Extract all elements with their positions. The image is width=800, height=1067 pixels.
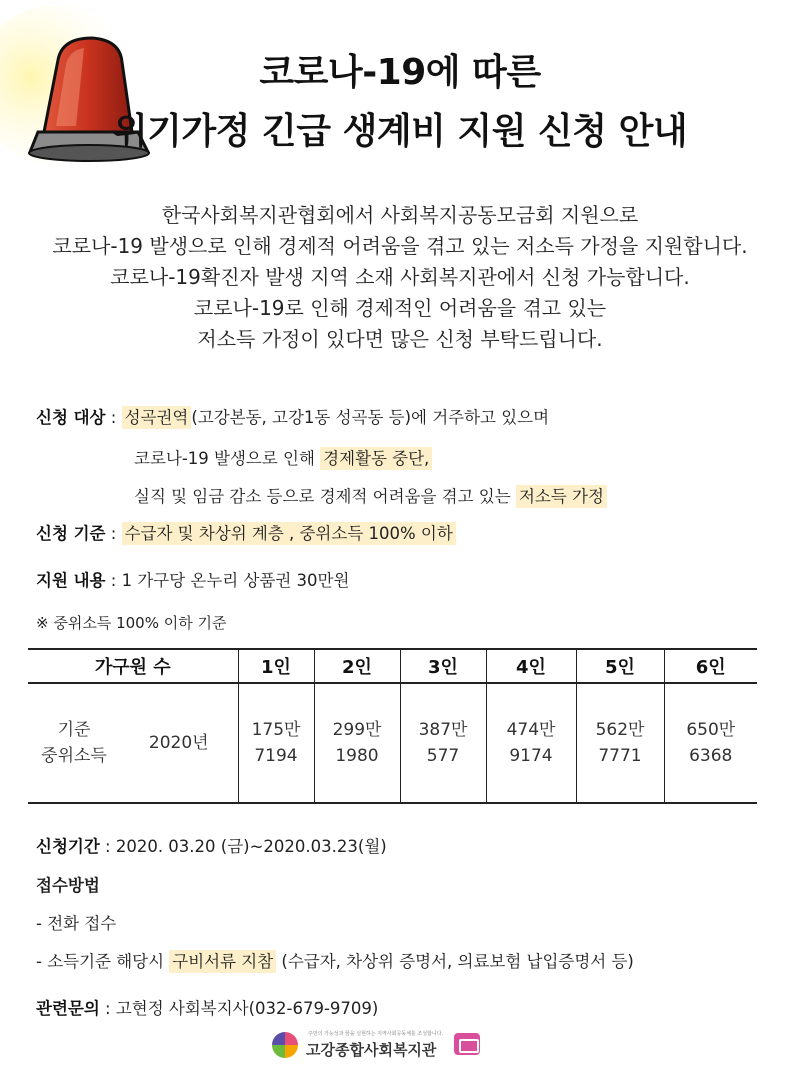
target-line2-text: 코로나-19 발생으로 인해 (134, 449, 321, 468)
table-cell: 650만 6368 (664, 683, 757, 803)
target-label: 신청 대상 (36, 408, 106, 427)
method-item2-highlight: 구비서류 지참 (169, 950, 276, 973)
logo-name: 고강종합사회복지관 (306, 1041, 437, 1059)
support-value: 1 가구당 온누리 상품권 30만원 (121, 571, 350, 590)
table-header-row (28, 649, 757, 683)
period-row (36, 833, 387, 857)
criteria-row (36, 520, 456, 544)
contact-label: 관련문의 (36, 999, 100, 1018)
intro-line: 코로나-19확진자 발생 지역 소재 사회복지관에서 신청 가능합니다. (110, 265, 690, 289)
period-value: 2020. 03.20 (금)~2020.03.23(월) (115, 837, 387, 856)
target-line1 (36, 404, 549, 428)
intro-paragraph (0, 200, 800, 355)
row-label-line: 중위소득 (41, 746, 107, 766)
method-label: 접수방법 (36, 876, 100, 895)
table-header-cell: 5인 (576, 649, 664, 683)
target-line2 (134, 445, 432, 469)
table-header-cell: 3인 (400, 649, 486, 683)
table-header-cell: 4인 (486, 649, 576, 683)
method-item-phone: - 전화 접수 (36, 914, 117, 933)
table-header-cell: 2인 (314, 649, 400, 683)
welfare-center-logo (270, 1028, 490, 1062)
support-separator: : (105, 571, 122, 590)
table-cell: 175만 7194 (238, 683, 314, 803)
row-label-line: 기준 (57, 720, 91, 740)
method-item-documents (36, 948, 634, 972)
table-row (28, 683, 757, 803)
target-line3 (134, 483, 607, 507)
table-row-label (28, 683, 120, 803)
target-line3-text: 실직 및 임금 감소 등으로 경제적 어려움을 겪고 있는 (134, 487, 516, 506)
target-area-text: (고강본동, 고강1동 성곡동 등)에 거주하고 있으며 (191, 408, 550, 427)
table-header-cell: 6인 (664, 649, 757, 683)
page-title-line2: 위기가정 긴급 생계비 지원 신청 안내 (112, 111, 688, 152)
period-label: 신청기간 (36, 837, 100, 856)
siren-icon (0, 0, 170, 190)
method-item2-text: - 소득기준 해당시 (36, 952, 170, 971)
table-cell: 387만 577 (400, 683, 486, 803)
income-note: ※ 중위소득 100% 이하 기준 (36, 614, 227, 632)
intro-line: 코로나-19로 인해 경제적인 어려움을 겪고 있는 (193, 296, 607, 320)
contact-row (36, 995, 378, 1019)
support-row (36, 567, 349, 591)
table-header-household: 가구원 수 (28, 649, 238, 683)
intro-line: 저소득 가정이 있다면 많은 신청 부탁드립니다. (197, 327, 603, 351)
table-year-cell: 2020년 (120, 683, 238, 803)
target-line3-highlight: 저소득 가정 (516, 485, 607, 508)
contact-separator: : (99, 999, 116, 1018)
table-cell: 299만 1980 (314, 683, 400, 803)
target-area-highlight: 성곡권역 (122, 406, 192, 429)
contact-value: 고현정 사회복지사(032-679-9709) (115, 999, 379, 1018)
intro-line: 코로나-19 발생으로 인해 경제적 어려움을 겪고 있는 저소득 가정을 지원합니다. (52, 234, 748, 258)
intro-line: 한국사회복지관협회에서 사회복지공동모금회 지원으로 (161, 203, 639, 227)
period-separator: : (99, 837, 116, 856)
welfare-center-logo-icon (272, 1032, 298, 1058)
criteria-label: 신청 기준 (36, 524, 106, 543)
criteria-separator: : (105, 524, 122, 543)
badge-icon (454, 1033, 480, 1055)
support-label: 지원 내용 (36, 571, 106, 590)
table-cell: 562만 7771 (576, 683, 664, 803)
income-table (28, 648, 757, 804)
method-item2-detail: (수급자, 차상위 증명서, 의료보험 납입증명서 등) (276, 952, 634, 971)
criteria-value: 수급자 및 차상위 계층 , 중위소득 100% 이하 (122, 522, 456, 545)
table-cell: 474만 9174 (486, 683, 576, 803)
table-header-cell: 1인 (238, 649, 314, 683)
target-line2-highlight: 경제활동 중단, (320, 447, 432, 470)
logo-tagline: 주민의 가능성과 꿈을 실현하는 지역사회공동체를 조성합니다. (308, 1031, 444, 1037)
target-separator: : (105, 408, 122, 427)
page-title-line1: 코로나-19에 따른 (259, 52, 541, 93)
